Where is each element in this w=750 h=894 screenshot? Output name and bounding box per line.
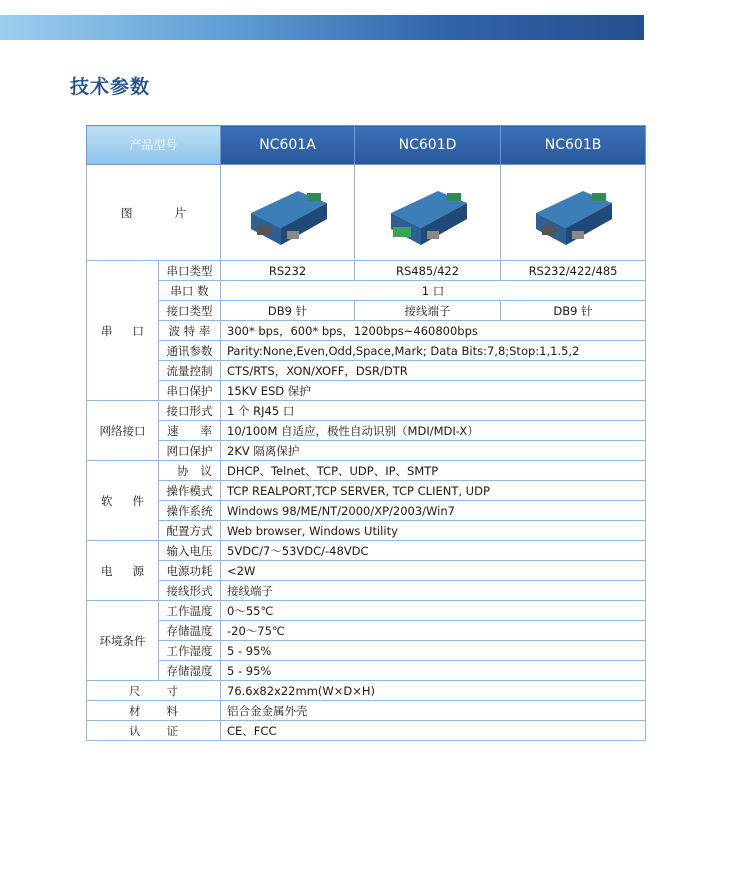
cell-value: Web browser, Windows Utility [221,521,646,541]
device-image-d [355,165,501,261]
cell-value: 5 - 95% [221,641,646,661]
table-row [87,341,646,361]
row-label: 工作温度 [159,601,221,621]
model-d: NC601D [355,126,501,165]
row-label: 尺 寸 [87,681,221,701]
row-label: 串口 数 [159,281,221,301]
spec-table [86,125,646,741]
cell-value: DHCP、Telnet、TCP、UDP、IP、SMTP [221,461,646,481]
cell-value: 铝合金金属外壳 [221,701,646,721]
table-row [87,501,646,521]
table-row [87,281,646,301]
cell-value: <2W [221,561,646,581]
cell-value: 接线端子 [355,301,501,321]
cell-value: 10/100M 自适应，极性自动识别（MDI/MDI-X） [221,421,646,441]
row-label: 操作模式 [159,481,221,501]
device-server-icon [528,173,618,253]
group-software: 软 件 [87,461,159,541]
header-label: 产品型号 [87,126,221,165]
cell-value: Windows 98/ME/NT/2000/XP/2003/Win7 [221,501,646,521]
image-row [87,165,646,261]
cell-value: 76.6x82x22mm(W×D×H) [221,681,646,701]
row-label: 接线形式 [159,581,221,601]
table-row [87,441,646,461]
device-image-a [221,165,355,261]
cell-value: Parity:None,Even,Odd,Space,Mark; Data Bits:7,8;Stop:1,1.5,2 [221,341,646,361]
row-label: 波 特 率 [159,321,221,341]
cell-value: 1 口 [221,281,646,301]
table-row [87,521,646,541]
group-serial: 串 口 [87,261,159,401]
row-label: 串口保护 [159,381,221,401]
model-b: NC601B [501,126,646,165]
table-row [87,561,646,581]
group-power: 电 源 [87,541,159,601]
cell-value: 2KV 隔离保护 [221,441,646,461]
device-server-icon [243,173,333,253]
table-row [87,681,646,701]
row-label: 协 议 [159,461,221,481]
cell-value: 15KV ESD 保护 [221,381,646,401]
model-a: NC601A [221,126,355,165]
cell-value: RS485/422 [355,261,501,281]
row-label: 配置方式 [159,521,221,541]
cell-value: TCP REALPORT,TCP SERVER, TCP CLIENT, UDP [221,481,646,501]
cell-value: 1 个 RJ45 口 [221,401,646,421]
table-row [87,661,646,681]
table-row [87,581,646,601]
image-row-label: 图 片 [87,165,221,261]
table-row [87,721,646,741]
row-label: 网口保护 [159,441,221,461]
row-label: 接口类型 [159,301,221,321]
table-row [87,321,646,341]
header-row [87,126,646,165]
table-row [87,701,646,721]
row-label: 通讯参数 [159,341,221,361]
table-row [87,621,646,641]
cell-value: CTS/RTS，XON/XOFF，DSR/DTR [221,361,646,381]
table-row [87,461,646,481]
row-label: 材 料 [87,701,221,721]
cell-value: 5 - 95% [221,661,646,681]
cell-value: 接线端子 [221,581,646,601]
cell-value: DB9 针 [501,301,646,321]
row-label: 认 证 [87,721,221,741]
row-label: 存储温度 [159,621,221,641]
group-environment: 环境条件 [87,601,159,681]
table-row [87,261,646,281]
cell-value: DB9 针 [221,301,355,321]
table-row [87,541,646,561]
cell-value: 0～55℃ [221,601,646,621]
cell-value: RS232 [221,261,355,281]
device-server-icon [383,173,473,253]
table-row [87,381,646,401]
page-title: 技术参数 [70,76,151,98]
table-row [87,641,646,661]
top-banner-bar [0,15,644,40]
row-label: 输入电压 [159,541,221,561]
cell-value: RS232/422/485 [501,261,646,281]
table-row [87,481,646,501]
table-row [87,301,646,321]
row-label: 速 率 [159,421,221,441]
device-image-b [501,165,646,261]
row-label: 操作系统 [159,501,221,521]
table-row [87,361,646,381]
group-network: 网络接口 [87,401,159,461]
table-row [87,421,646,441]
table-row [87,401,646,421]
cell-value: 300* bps，600* bps，1200bps~460800bps [221,321,646,341]
row-label: 串口类型 [159,261,221,281]
row-label: 存储湿度 [159,661,221,681]
row-label: 流量控制 [159,361,221,381]
row-label: 电源功耗 [159,561,221,581]
cell-value: CE、FCC [221,721,646,741]
cell-value: -20～75℃ [221,621,646,641]
cell-value: 5VDC/7～53VDC/-48VDC [221,541,646,561]
table-row [87,601,646,621]
row-label: 工作湿度 [159,641,221,661]
row-label: 接口形式 [159,401,221,421]
